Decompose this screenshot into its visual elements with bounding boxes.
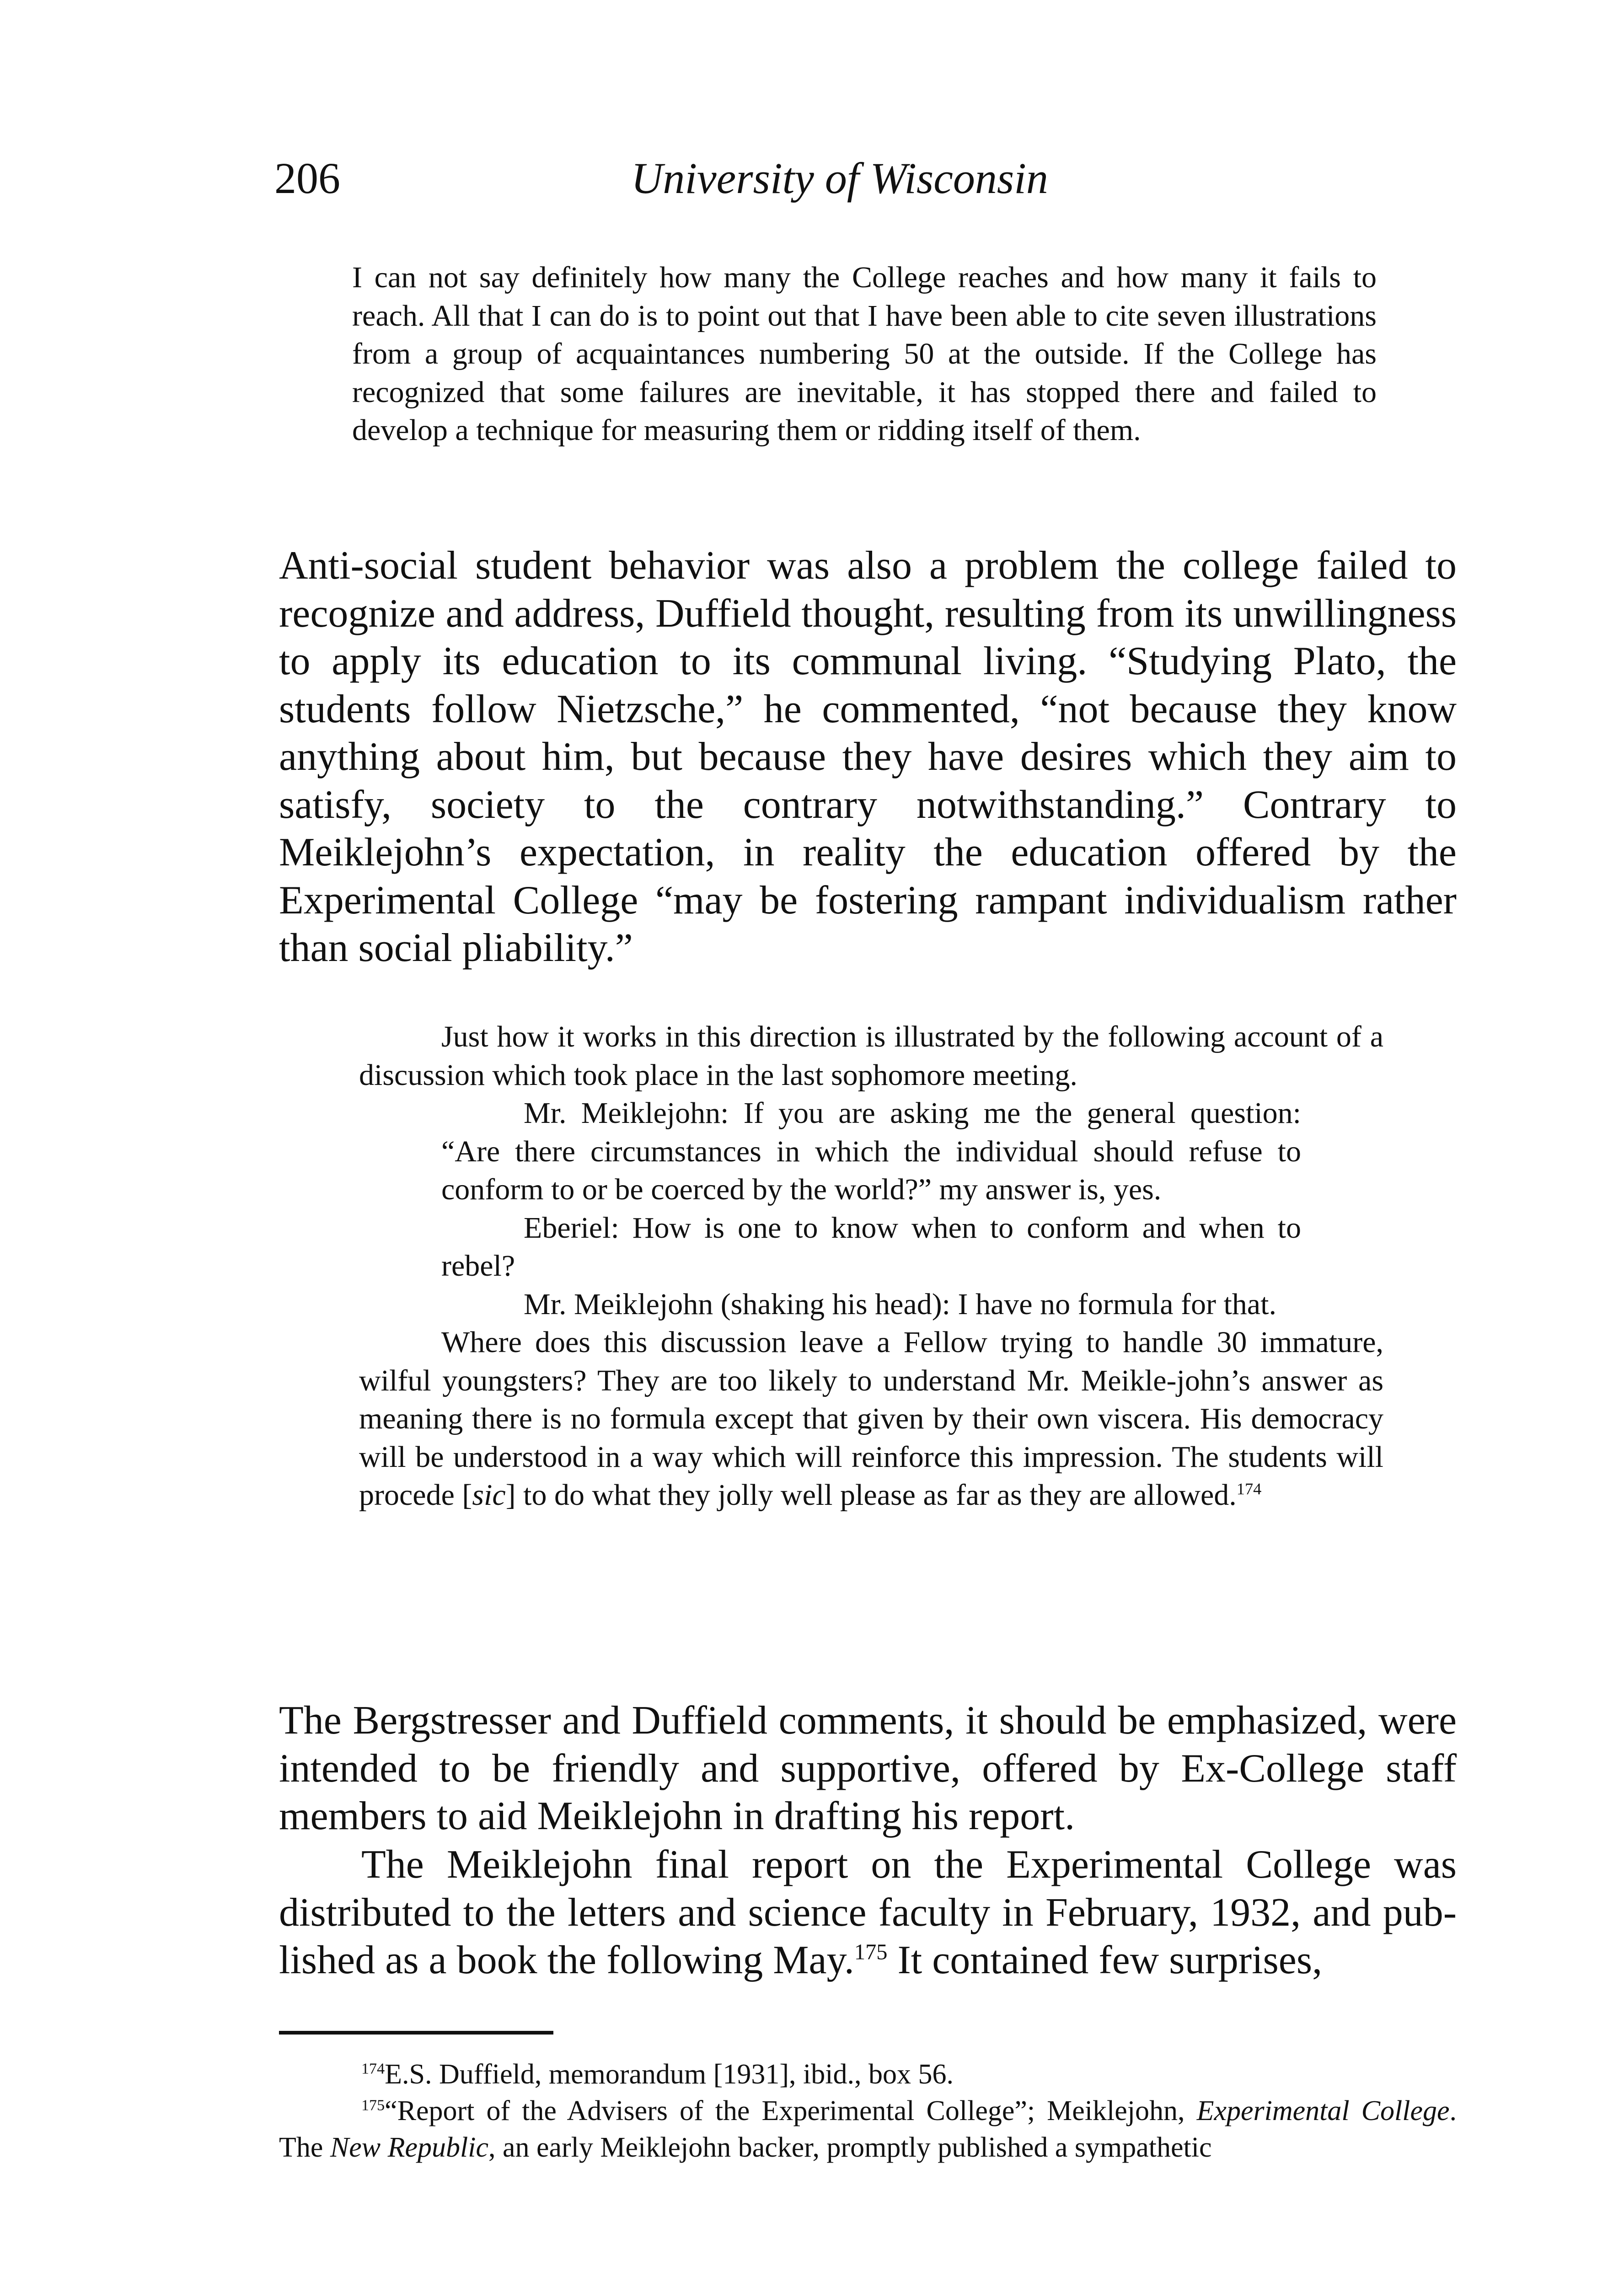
dialogue-exchange [441, 1094, 1301, 1323]
sic-marker: sic [472, 1478, 506, 1512]
footnote-175 [279, 2093, 1457, 2166]
page-number: 206 [274, 154, 340, 203]
footnote-text: E.S. Duffield, memorandum [1931], ibid., box 56. [385, 2059, 954, 2090]
footnotes [279, 2056, 1457, 2166]
footnote-divider [279, 2031, 553, 2035]
dialogue-line-eberiel: Eberiel: How is one to know when to conform and when to rebel? [441, 1211, 1301, 1283]
footnote-text: . The [279, 2095, 1457, 2163]
body-paragraph-text: The Bergstresser and Duffield comments, it should be emphasized, were intended to be friendly and supportive, offered by Ex-College staff members to aid Meiklejohn in drafting his report. [279, 1698, 1457, 1838]
footnote-number: 175 [361, 2097, 385, 2114]
closing-text: Where does this discussion leave a Fellow trying to handle 30 immature, wilful youngsters? They are too likely to understand Mr. Meikle-john’s answer as meaning there is no formula except that given by their own viscera. His democracy will be understood in a way which will reinforce this impression. The students will procede [ [359, 1326, 1383, 1512]
footnote-number: 174 [361, 2060, 385, 2078]
footnote-ref-174[interactable]: 174 [1236, 1480, 1262, 1498]
dialogue-line-meiklejohn: Mr. Meiklejohn: If you are asking me the general question: “Are there circumstances in which the individual should refuse to conform to or be coerced by the world?” my answer is, yes. [441, 1096, 1301, 1206]
closing-text-end: ] to do what they jolly well please as far as they are allowed. [505, 1478, 1237, 1512]
footnote-italic-title: Experimental College [1196, 2095, 1450, 2126]
block-quote-closing [359, 1323, 1383, 1514]
footnote-text: , an early Meiklejohn backer, promptly published a sympathetic [488, 2132, 1212, 2163]
body-paragraph-anti-social [279, 542, 1457, 972]
body-paragraph-final-report [279, 1841, 1457, 1985]
block-quote-text: I can not say definitely how many the College reaches and how many it fails to reach. All that I can do is to point out that I have been able to cite seven illustrations from a group of acquaintances numbering 50 at the outside. If the College has recognized that some failures are inevitable, it has stopped there and failed to develop a technique for measuring them or ridding itself of them. [352, 261, 1377, 447]
footnote-italic-publication: New Republic [330, 2132, 488, 2163]
footnote-text: “Report of the Advisers of the Experimental College”; Meiklejohn, [385, 2095, 1197, 2126]
body-paragraph-text: Anti-social student behavior was also a problem the college failed to recognize and address, Duffield thought, resulting from its unwillingness to apply its education to its communal living. “Studying Plato, the students follow Nietzsche,” he commented, “not because they know anything about him, but because they have desires which they aim to satisfy, society to the contrary notwithstanding.” Contrary to Meiklejohn’s expectation, in reality the education offered by the Experimental College “may be fostering rampant individualism rather than social pliability.” [279, 543, 1457, 970]
body-paragraph-text-end: It contained few surprises, [887, 1938, 1323, 1982]
running-title: University of Wisconsin [631, 154, 1048, 203]
page-header [274, 151, 1463, 215]
body-paragraph-comments [279, 1697, 1457, 1841]
footnote-ref-175[interactable]: 175 [854, 1940, 888, 1965]
body-paragraph-text: The Meiklejohn final report on the Experimental College was distributed to the letters and science faculty in February, 1932, and pub-lished as a book the following May. [279, 1842, 1457, 1982]
block-quote-discussion [359, 1018, 1383, 1514]
block-quote-intro: Just how it works in this direction is illustrated by the following account of a discussion which took place in the last sophomore meeting. [359, 1020, 1383, 1092]
dialogue-line-meiklejohn-reply: Mr. Meiklejohn (shaking his head): I have no formula for that. [524, 1287, 1276, 1321]
footnote-174 [279, 2056, 1457, 2093]
block-quote-duffield-failures [352, 258, 1377, 450]
